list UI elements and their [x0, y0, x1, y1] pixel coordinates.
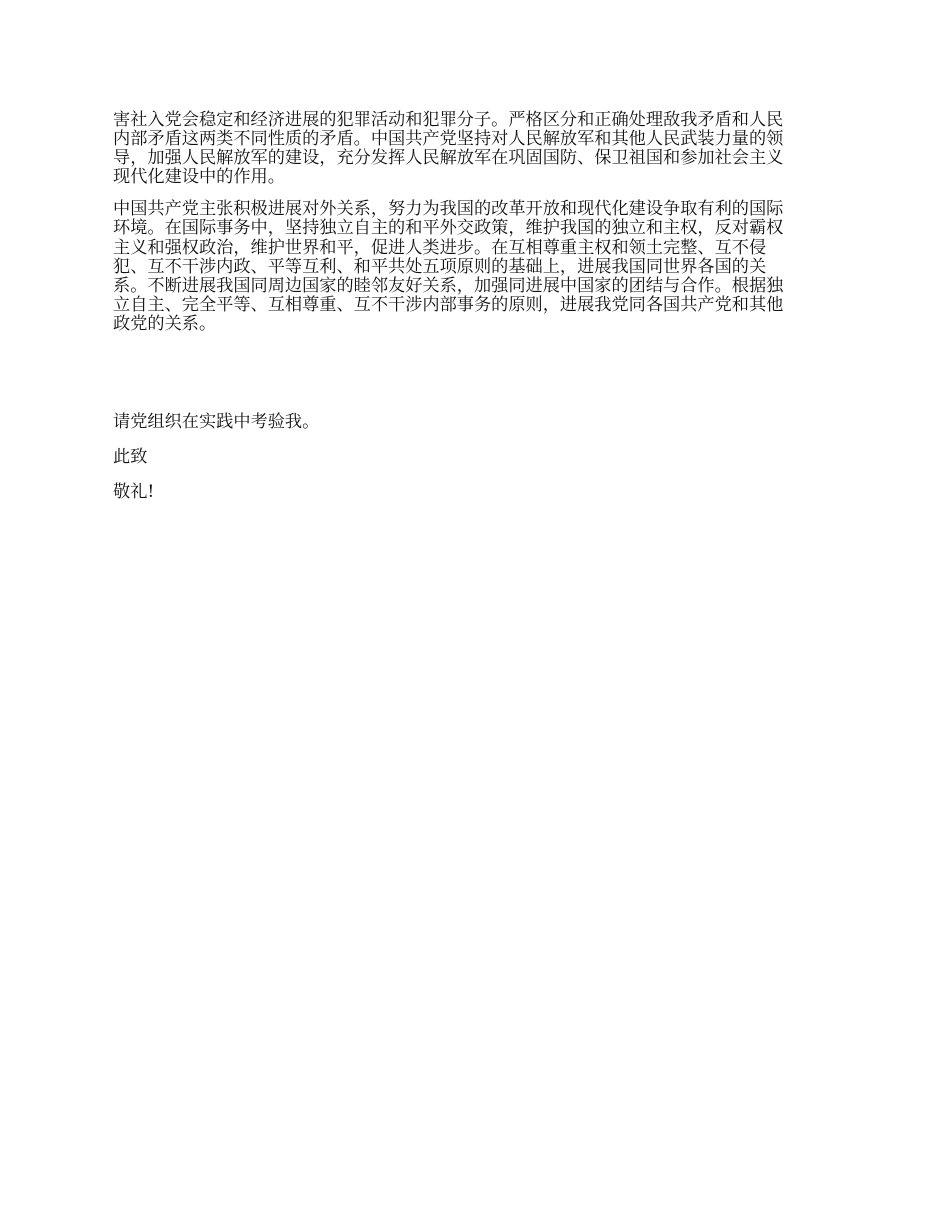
body-paragraph-1: 害社入党会稳定和经济进展的犯罪活动和犯罪分子。严格区分和正确处理敌我矛盾和人民 内部矛盾这两类不同性质的矛盾。中国共产党坚持对人民解放军和其他人民武装力量的领 导，加强人民解放军的建设，充分发挥人民解放军在巩固国防、保卫祖国和参加社会主义 现代化建设中的作用。: [113, 110, 784, 188]
closing-salutation: 此致: [113, 447, 148, 468]
closing-request: 请党组织在实践中考验我。: [113, 412, 320, 433]
body-paragraph-2: 中国共产党主张积极进展对外关系，努力为我国的改革开放和现代化建设争取有利的国际 环境。在国际事务中，坚持独立自主的和平外交政策，维护我国的独立和主权，反对霸权 主义和强权政治，维护世界和平，促进人类进步。在互相尊重主权和领土完整、互不侵 犯、互不干涉内政、平等互利、和平共处五项原则的基础上，进展我国同世界各国的关 系。不断进展我国同周边国家的睦邻友好关系，加强同进展中国家的团结与合作。根据独 立自主、完全平等、互相尊重、互不干涉内部事务的原则，进展我党同各国共产党和其他 政党的关系。: [113, 199, 784, 334]
closing-regards: 敬礼!: [113, 482, 155, 503]
document-page: [113, 111, 839, 502]
